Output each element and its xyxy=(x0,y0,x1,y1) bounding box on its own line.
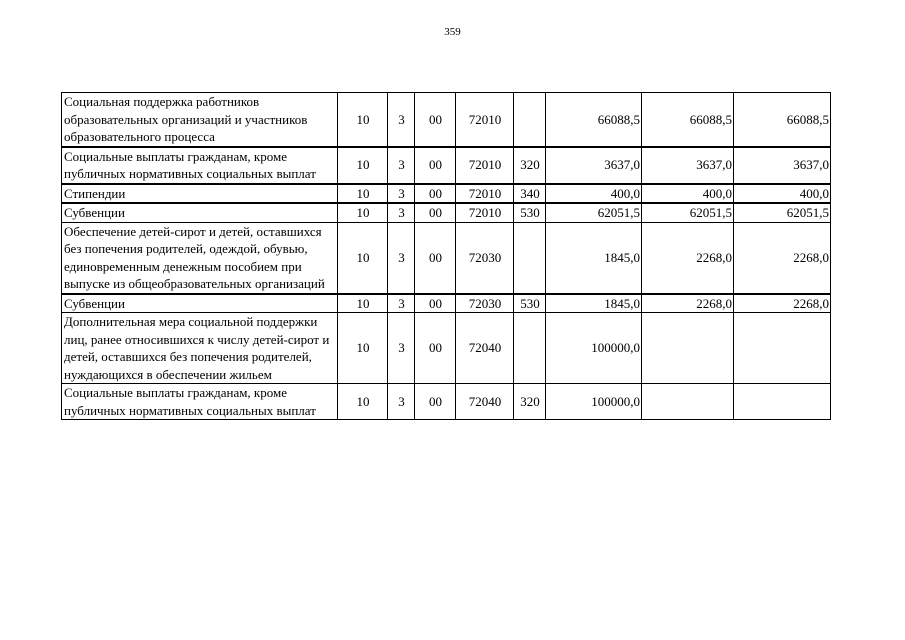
table-row xyxy=(62,147,831,184)
row-amount-1: 62051,5 xyxy=(546,203,642,222)
row-subsection: 3 xyxy=(388,222,415,294)
row-program: 00 xyxy=(415,222,456,294)
row-amount-1: 400,0 xyxy=(546,184,642,204)
row-section: 10 xyxy=(338,384,388,420)
row-target-article: 72010 xyxy=(456,184,514,204)
row-expense-type xyxy=(514,93,546,147)
page-number: 359 xyxy=(444,26,461,38)
row-target-article: 72010 xyxy=(456,93,514,147)
row-expense-type xyxy=(514,222,546,294)
row-name: Стипендии xyxy=(62,184,338,204)
row-name: Дополнительная мера социальной поддержки лиц, ранее относившихся к числу детей-сирот и детей, оставшихся без попечения родителей, нуждающихся в обеспечении жильем xyxy=(62,313,338,384)
row-amount-1: 66088,5 xyxy=(546,93,642,147)
row-amount-1: 1845,0 xyxy=(546,294,642,313)
row-expense-type: 340 xyxy=(514,184,546,204)
row-target-article: 72030 xyxy=(456,294,514,313)
row-program: 00 xyxy=(415,93,456,147)
row-program: 00 xyxy=(415,203,456,222)
row-name: Субвенции xyxy=(62,294,338,313)
row-amount-3 xyxy=(734,384,831,420)
row-amount-2: 2268,0 xyxy=(642,294,734,313)
table-row xyxy=(62,203,831,222)
row-amount-3: 2268,0 xyxy=(734,294,831,313)
row-amount-2: 66088,5 xyxy=(642,93,734,147)
row-expense-type: 530 xyxy=(514,203,546,222)
row-subsection: 3 xyxy=(388,147,415,184)
row-subsection: 3 xyxy=(388,384,415,420)
row-amount-2 xyxy=(642,384,734,420)
row-name: Субвенции xyxy=(62,203,338,222)
row-target-article: 72010 xyxy=(456,203,514,222)
row-amount-3: 2268,0 xyxy=(734,222,831,294)
row-expense-type: 320 xyxy=(514,147,546,184)
row-section: 10 xyxy=(338,222,388,294)
row-target-article: 72040 xyxy=(456,384,514,420)
row-subsection: 3 xyxy=(388,313,415,384)
row-program: 00 xyxy=(415,184,456,204)
row-subsection: 3 xyxy=(388,294,415,313)
row-amount-3: 400,0 xyxy=(734,184,831,204)
row-subsection: 3 xyxy=(388,93,415,147)
row-expense-type xyxy=(514,313,546,384)
row-section: 10 xyxy=(338,294,388,313)
row-amount-2: 3637,0 xyxy=(642,147,734,184)
row-amount-2: 62051,5 xyxy=(642,203,734,222)
row-target-article: 72040 xyxy=(456,313,514,384)
row-amount-1: 3637,0 xyxy=(546,147,642,184)
table-row xyxy=(62,313,831,384)
row-amount-2 xyxy=(642,313,734,384)
row-amount-1: 100000,0 xyxy=(546,384,642,420)
row-program: 00 xyxy=(415,294,456,313)
row-subsection: 3 xyxy=(388,203,415,222)
row-section: 10 xyxy=(338,203,388,222)
row-amount-3 xyxy=(734,313,831,384)
table-row xyxy=(62,294,831,313)
budget-table xyxy=(61,92,831,420)
row-name: Социальные выплаты гражданам, кроме публичных нормативных социальных выплат xyxy=(62,147,338,184)
row-amount-3: 62051,5 xyxy=(734,203,831,222)
table-row xyxy=(62,384,831,420)
row-section: 10 xyxy=(338,184,388,204)
table-row xyxy=(62,184,831,204)
row-amount-3: 66088,5 xyxy=(734,93,831,147)
row-subsection: 3 xyxy=(388,184,415,204)
row-name: Социальные выплаты гражданам, кроме публичных нормативных социальных выплат xyxy=(62,384,338,420)
row-amount-1: 100000,0 xyxy=(546,313,642,384)
row-amount-2: 400,0 xyxy=(642,184,734,204)
row-target-article: 72030 xyxy=(456,222,514,294)
row-section: 10 xyxy=(338,93,388,147)
table-row xyxy=(62,93,831,147)
row-program: 00 xyxy=(415,384,456,420)
row-section: 10 xyxy=(338,313,388,384)
row-amount-1: 1845,0 xyxy=(546,222,642,294)
row-program: 00 xyxy=(415,147,456,184)
row-amount-2: 2268,0 xyxy=(642,222,734,294)
row-name: Обеспечение детей-сирот и детей, оставшихся без попечения родителей, одеждой, обувью, единовременным денежным пособием при выпуске из общеобразовательных организаций xyxy=(62,222,338,294)
row-program: 00 xyxy=(415,313,456,384)
row-expense-type: 530 xyxy=(514,294,546,313)
table-row xyxy=(62,222,831,294)
row-section: 10 xyxy=(338,147,388,184)
row-name: Социальная поддержка работников образовательных организаций и участников образовательного процесса xyxy=(62,93,338,147)
row-expense-type: 320 xyxy=(514,384,546,420)
row-target-article: 72010 xyxy=(456,147,514,184)
row-amount-3: 3637,0 xyxy=(734,147,831,184)
table-body xyxy=(62,93,831,420)
